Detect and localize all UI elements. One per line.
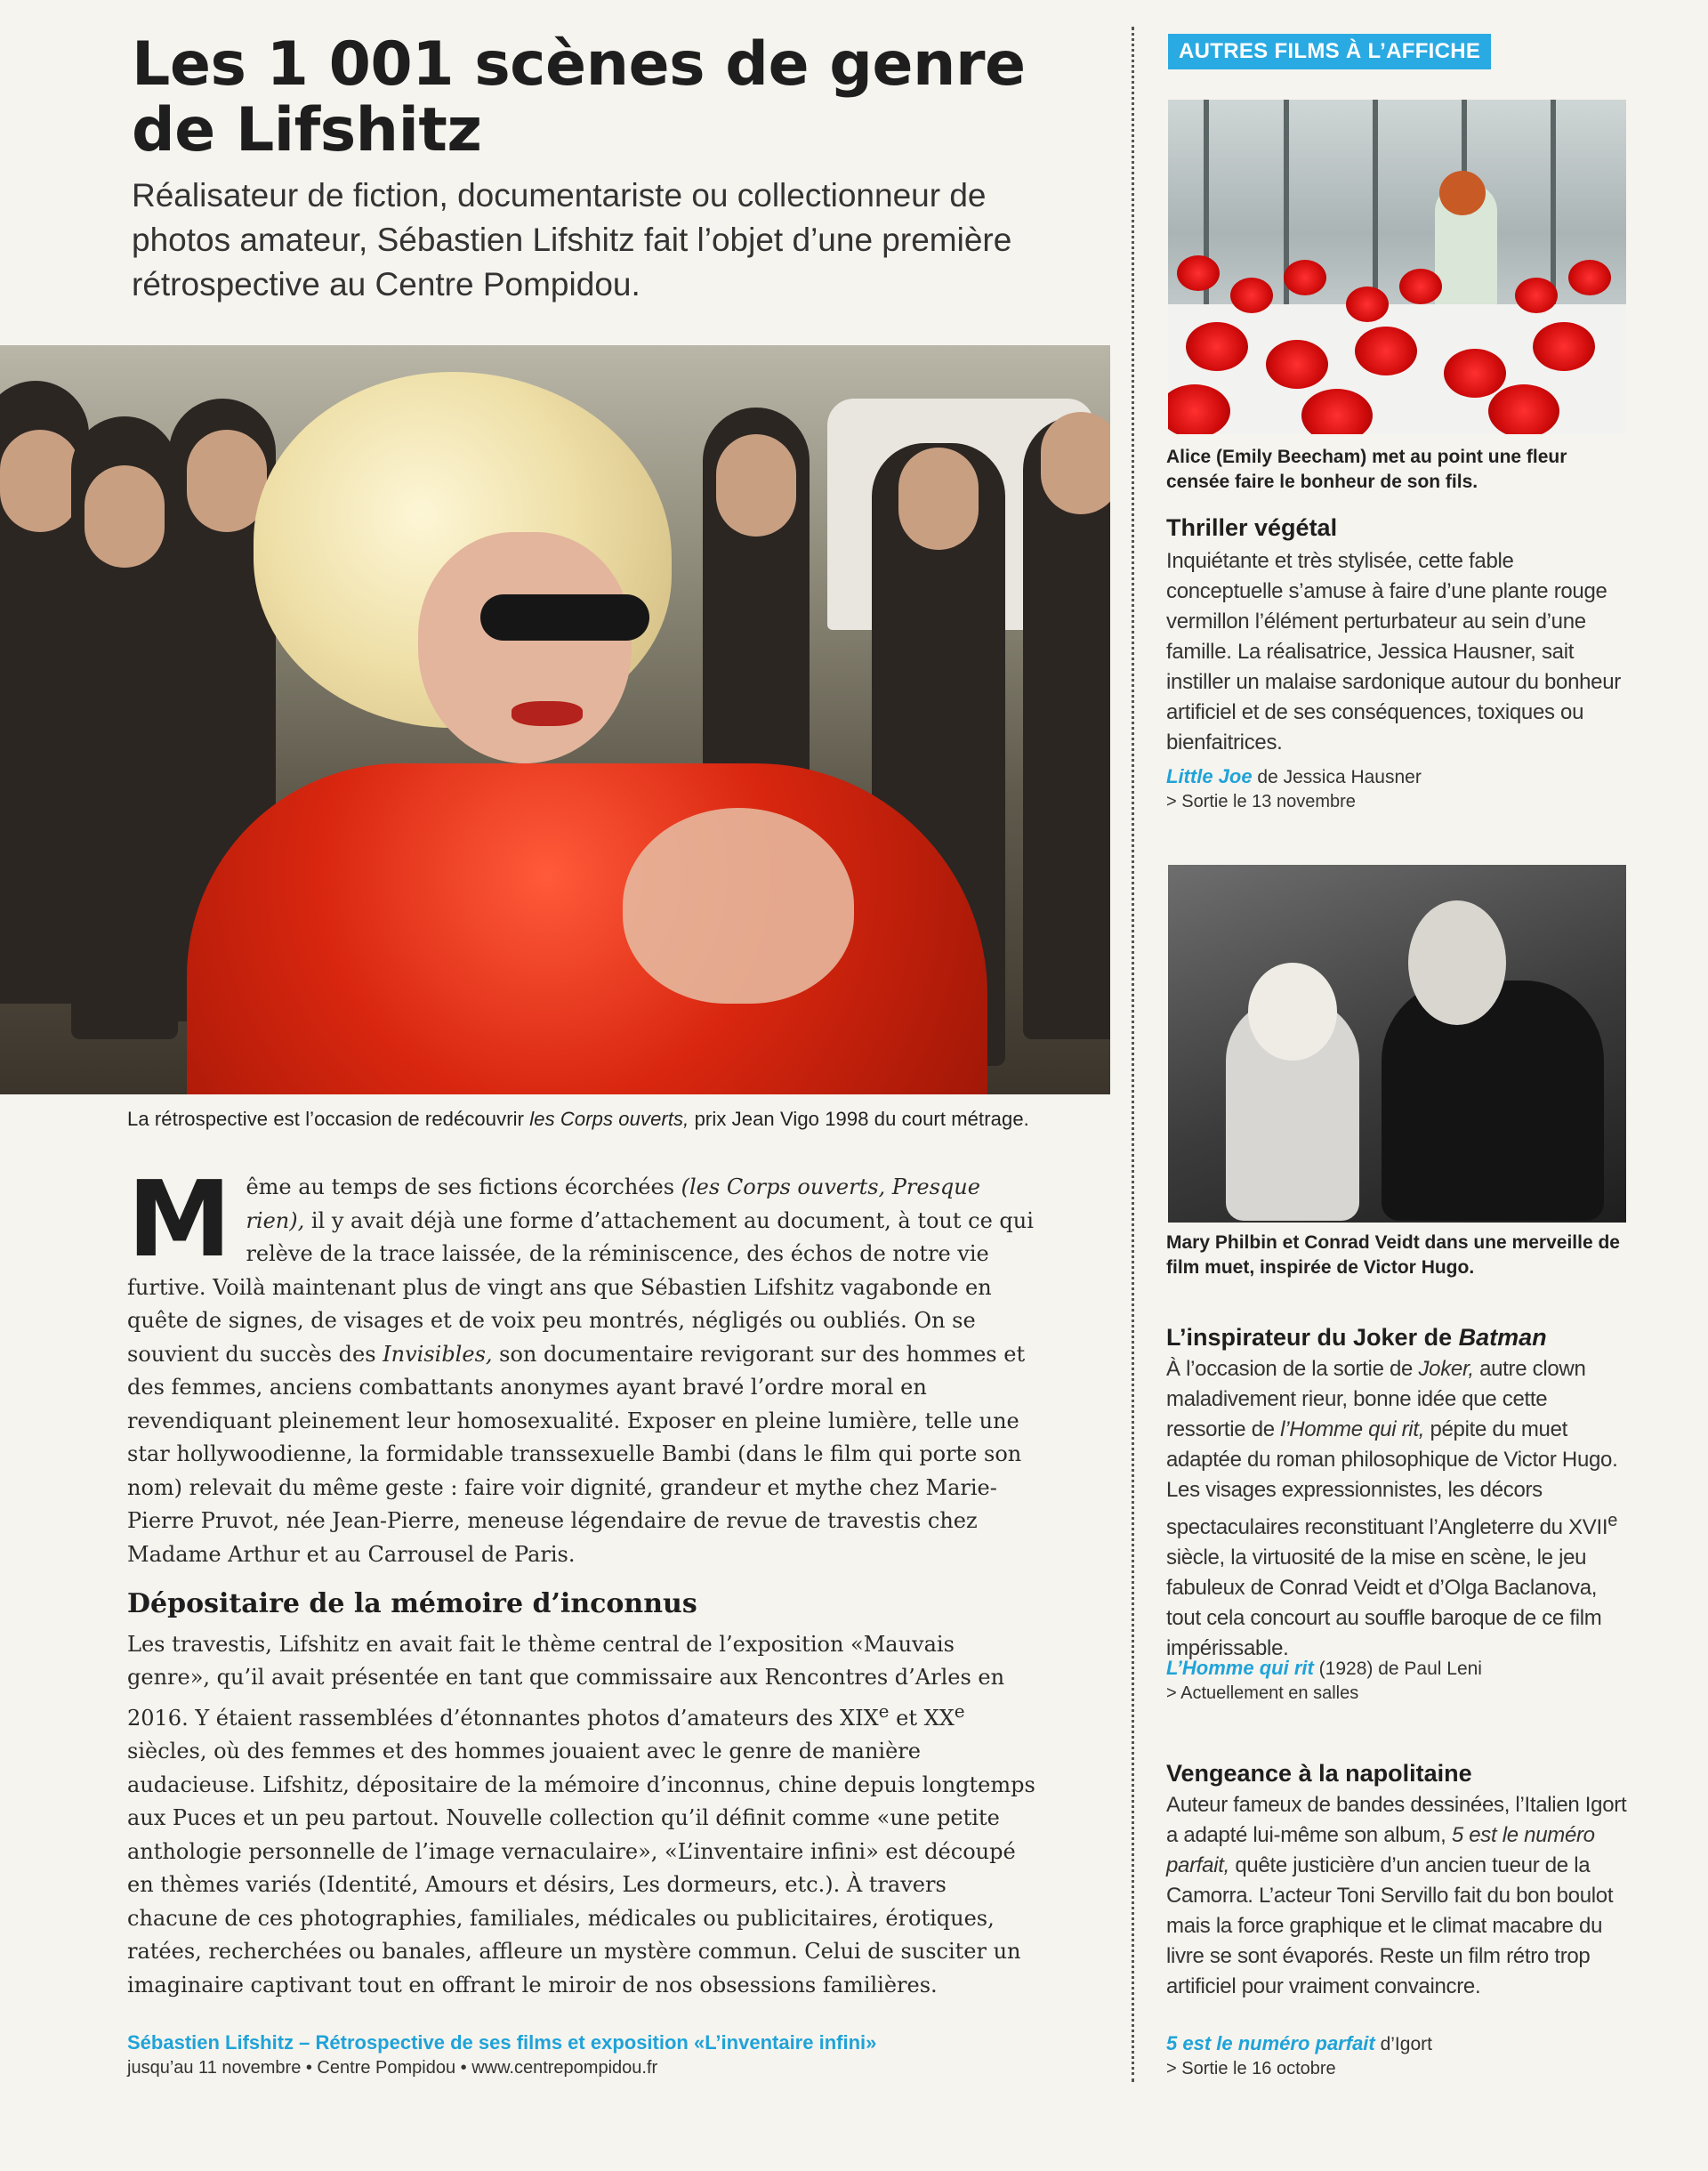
little-joe-photo-caption: Alice (Emily Beecham) met au point une fleur censée faire le bonheur de son fils. bbox=[1166, 447, 1567, 492]
hero-photo-caption: La rétrospective est l’occasion de redécouvrir les Corps ouverts, prix Jean Vigo 1998 du court métrage. bbox=[127, 1108, 1029, 1130]
article-body bbox=[127, 1158, 1039, 2002]
igort-text: Auteur fameux de bandes dessinées, l’Italien Igort a adapté lui-même son album, 5 est le numéro parfait, quête justicière d’un ancien tueur de la Camorra. L’acteur Toni Servillo fait du bon boulot mais la force graphique et le climat macabre du livre se sont évaporés. Reste un film rétro trop artificiel pour vraiment convaincre. bbox=[1166, 1793, 1627, 1998]
little-joe-film-title: Little Joe de Jessica Hausner bbox=[1166, 765, 1422, 787]
exhibition-credit-info: jusqu’au 11 novembre • Centre Pompidou • www.centrepompidou.fr bbox=[127, 2058, 658, 2078]
little-joe-release: > Sortie le 13 novembre bbox=[1166, 792, 1356, 811]
homme-qui-rit-text: À l’occasion de la sortie de Joker, autre clown maladivement rieur, bonne idée que cette ressortie de l’Homme qui rit, pépite du muet adaptée du roman philosophique de Victor Hugo. Les visages expressionnistes, les décors spectaculaires reconstituant l’Angleterre du XVIIe siècle, la virtuosité de la mise en scène, le jeu fabuleux de Conrad Veidt et d’Olga Baclanova, tout cela concourt au souffle baroque de ce film impérissable. bbox=[1166, 1357, 1618, 1660]
hero-photo bbox=[0, 345, 1110, 1094]
igort-film-title: 5 est le numéro parfait d’Igort bbox=[1166, 2032, 1432, 2054]
article-title: Les 1 001 scènes de genre de Lifshitz bbox=[132, 29, 1026, 165]
homme-qui-rit-photo bbox=[1168, 865, 1626, 1223]
homme-qui-rit-photo-caption: Mary Philbin et Conrad Veidt dans une merveille de film muet, inspirée de Victor Hugo. bbox=[1166, 1232, 1620, 1278]
homme-qui-rit-film-title: L’Homme qui rit (1928) de Paul Leni bbox=[1166, 1657, 1482, 1679]
little-joe-photo bbox=[1168, 100, 1626, 434]
igort-heading: Vengeance à la napolitaine bbox=[1166, 1760, 1472, 1787]
drop-cap: M bbox=[127, 1158, 232, 1280]
sidebar-section-label: AUTRES FILMS À L’AFFICHE bbox=[1168, 34, 1491, 69]
little-joe-heading: Thriller végétal bbox=[1166, 514, 1338, 541]
body-subheading: Dépositaire de la mémoire d’inconnus bbox=[127, 1588, 697, 1619]
igort-release: > Sortie le 16 octobre bbox=[1166, 2059, 1336, 2078]
body-paragraph-2: Les travestis, Lifshitz en avait fait le thème central de l’exposition «Mauvais genre», qu’il avait présentée en tant que commissaire aux Rencontres d’Arles en 2016. Y étaient rassemblées d’étonnantes photos d’amateurs des XIXe et XXe siècles, où des femmes et des hommes jouaient avec le genre de manière audacieuse. Lifshitz, dépositaire de la mémoire d’inconnus, chine depuis longtemps aux Puces et un peu partout. Nouvelle collection qu’il définit comme «une petite anthologie personnelle de l’image vernaculaire», «L’inventaire infini» est découpé en thèmes variés (Identité, Amours et désirs, Les dormeurs, etc.). À travers chacune de ces photographies, familiales, médicales ou publicitaires, érotiques, ratées, recherchées ou banales, affleure un mystère commun. Celui de susciter un imaginaire captivant tout en offrant le miroir de nos obsessions familières. bbox=[127, 1631, 1035, 1997]
homme-qui-rit-release: > Actuellement en salles bbox=[1166, 1683, 1359, 1703]
exhibition-credit-title: Sébastien Lifshitz – Rétrospective de ses films et exposition «L’inventaire infini» bbox=[127, 2031, 877, 2054]
article-standfirst: Réalisateur de fiction, documentariste ou collectionneur de photos amateur, Sébastien Lifshitz fait l’objet d’une première rétrospective au Centre Pompidou. bbox=[132, 177, 1012, 303]
body-paragraph-1: Même au temps de ses fictions écorchées (les Corps ouverts, Presque rien), il y avait déjà une forme d’attachement au document, à tout ce qui relève de la trace laissée, de la réminiscence, des échos de notre vie furtive. Voilà maintenant plus de vingt ans que Sébastien Lifshitz vagabonde en quête de signes, de visages et de voix peu montrés, négligés ou oubliés. On se souvient du succès des Invisibles, son documentaire revigorant sur des hommes et des femmes, anciens combattants anonymes ayant bravé l’ordre moral en revendiquant pleinement leur homosexualité. Exposer en pleine lumière, telle une star hollywoodienne, la formidable transsexuelle Bambi (dans le film qui porte son nom) relevait du même geste : faire voir dignité, grandeur et mythe chez Marie-Pierre Pruvot, née Jean-Pierre, meneuse légendaire de revue de travestis chez Madame Arthur et au Carrousel de Paris. bbox=[127, 1158, 1034, 1567]
homme-qui-rit-heading: L’inspirateur du Joker de Batman bbox=[1166, 1324, 1547, 1351]
column-divider bbox=[1132, 27, 1134, 2082]
little-joe-text: Inquiétante et très stylisée, cette fable conceptuelle s’amuse à faire d’une plante rouge vermillon l’élément perturbateur au sein d’une famille. La réalisatrice, Jessica Hausner, sait instiller un malaise sardonique autour du bonheur artificiel et de ses conséquences, toxiques ou bienfaitrices. bbox=[1166, 549, 1621, 755]
